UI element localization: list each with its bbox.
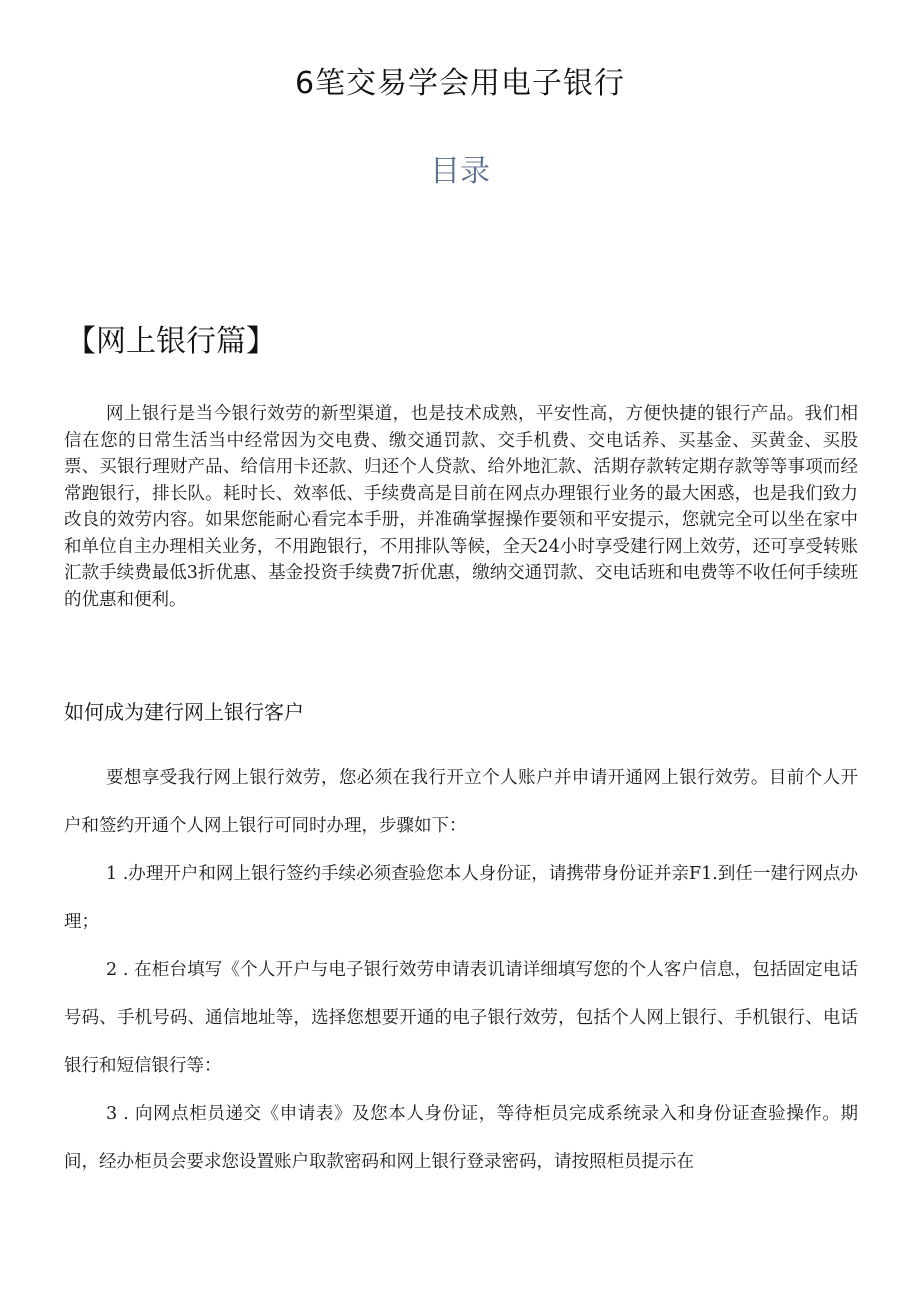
document-title: 6笔交易学会用电子银行 [294,66,626,101]
step-paragraph-2: 2 . 在柜台填写《个人开户与电子银行效劳申请表讥请详细填写您的个人客户信息，包括固定电话号码、手机号码、通信地址等，选择您想要开通的电子银行效劳，包括个人网上银行、手机银行、电话银行和短信银行等： [64,960,858,1076]
intro-paragraph: 网上银行是当今银行效劳的新型渠道，也是技术成熟，平安性高，方便快捷的银行产品。我们相信在您的日常生活当中经常因为交电费、缴交通罚款、交手机费、交电话养、买基金、买黄金、买股票、买银行理财产品、给信用卡还款、归还个人贷款、给外地汇款、活期存款转定期存款等等事项而经常跑银行，排长队。耗时长、效率低、手续费高是目前在网点办理银行业务的最大困惑，也是我们致力改良的效劳内容。如果您能耐心看完本手册，并准确掌握操作要领和平安提示，您就完全可以坐在家中和单位自主办理相关业务，不用跑银行，不用排队等候，全天24小时享受建行网上效劳，还可享受转账汇款手续费最低3折优惠、基金投资手续费7折优惠，缴纳交通罚款、交电话班和电费等不收任何手续班的优惠和便利。 [64,404,858,610]
sub-heading: 如何成为建行网上银行客户 [64,700,304,724]
step-paragraph-1: 1 .办理开户和网上银行签约手续必须查验您本人身份证，请携带身份证并亲F1.到任一建行网点办理； [64,864,858,932]
section-heading: 【网上银行篇】 [66,324,276,359]
body-paragraph: 要想享受我行网上银行效劳，您必须在我行开立个人账户并申请开通网上银行效劳。目前个人开户和签约开通个人网上银行可同时办理，步骤如下： [64,768,858,836]
step-paragraph-3: 3 . 向网点柜员递交《申请表》及您本人身份证，等待柜员完成系统录入和身份证查验操作。期间，经办柜员会要求您设置账户取款密码和网上银行登录密码，请按照柜员提示在 [64,1104,858,1172]
toc-heading: 目录 [430,154,490,189]
body-text [64,754,858,1186]
